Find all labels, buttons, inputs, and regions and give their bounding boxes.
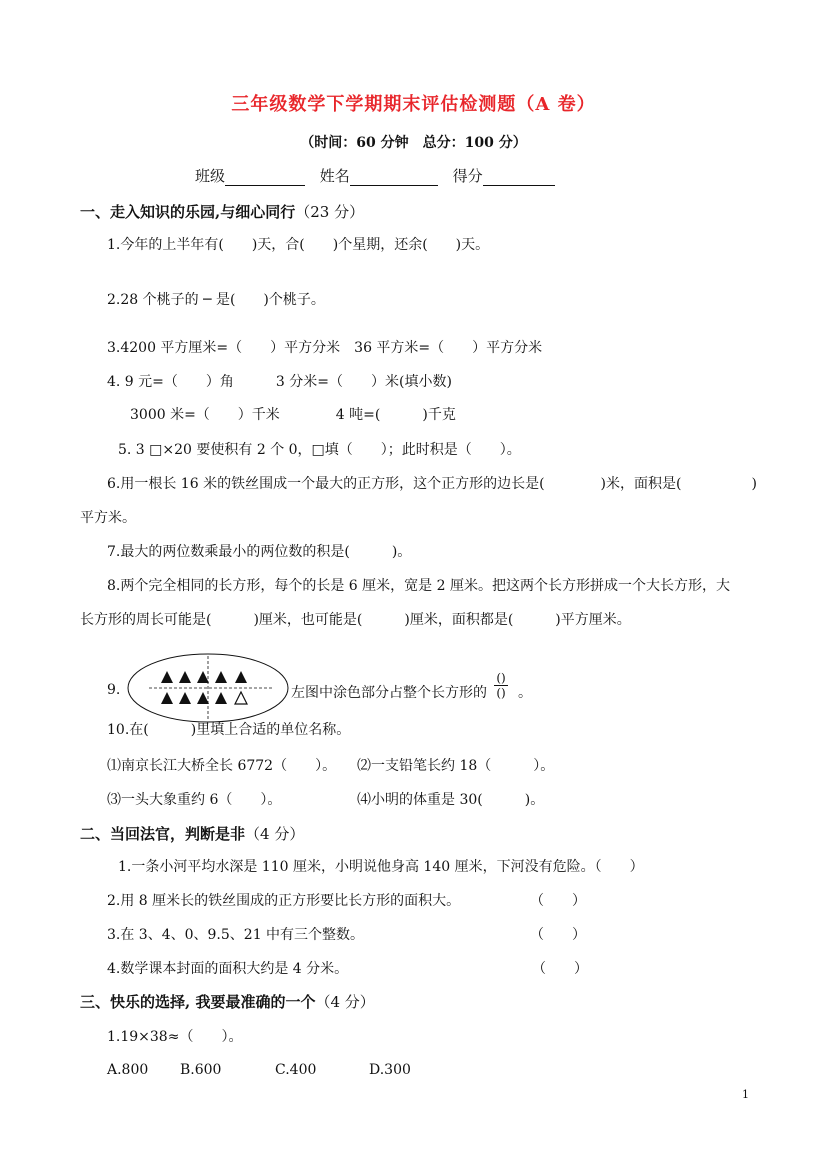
- option-a[interactable]: A.800: [107, 1062, 149, 1078]
- name-blank[interactable]: [350, 169, 438, 186]
- question-1-6a: 6.用一根长 16 米的铁丝围成一个最大的正方形，这个正方形的边长是( )米，面积是( ): [107, 476, 757, 492]
- section-2-heading: [80, 823, 304, 844]
- name-label: 姓名: [319, 167, 350, 185]
- section-1-heading: [80, 201, 364, 222]
- question-1-10: 10.在( )里填上合适的单位名称。: [107, 722, 351, 738]
- section-1-points: （23 分）: [295, 203, 365, 221]
- fraction-answer[interactable]: [494, 672, 508, 699]
- question-2-2-paren[interactable]: （ ）: [530, 893, 586, 909]
- question-1-1: 1.今年的上半年有( )天，合( )个星期，还余( )天。: [107, 237, 490, 253]
- question-1-10-2: ⑵一支铅笔长约 18（ ）。: [357, 758, 555, 774]
- class-label: 班级: [195, 167, 226, 185]
- question-1-3: 3.4200 平方厘米=（ ）平方分米 36 平方米=（ ）平方分米: [107, 340, 543, 356]
- question-1-5: 5. 3 □×20 要使积有 2 个 0，□填（ ）；此时积是（ ）。: [118, 442, 521, 458]
- question-1-8a: 8.两个完全相同的长方形，每个的长是 6 厘米，宽是 2 厘米。把这两个长方形拼成一个大长方形，大: [107, 578, 730, 594]
- question-2-3: 3.在 3、4、0、9.5、21 中有三个整数。: [107, 927, 365, 943]
- section-1-title: 一、走入知识的乐园,与细心同行: [80, 203, 296, 221]
- option-b[interactable]: B.600: [180, 1062, 222, 1078]
- question-1-9-number: 9.: [107, 682, 121, 698]
- section-3-title: 三、快乐的选择, 我要最准确的一个: [80, 993, 316, 1011]
- question-1-8b: 长方形的周长可能是( )厘米，也可能是( )厘米，面积都是( )平方厘米。: [80, 612, 631, 628]
- question-1-6b: 平方米。: [80, 510, 136, 526]
- score-blank[interactable]: [483, 169, 555, 186]
- fraction-numerator: (): [496, 671, 506, 685]
- option-d[interactable]: D.300: [369, 1062, 411, 1078]
- question-2-4: 4.数学课本封面的面积大约是 4 分米。: [107, 961, 349, 977]
- section-3-heading: [80, 991, 375, 1012]
- question-1-7: 7.最大的两位数乘最小的两位数的积是( )。: [107, 544, 412, 560]
- section-2-points: （4 分）: [245, 825, 305, 843]
- question-1-4a: 4. 9 元=（ ）角 3 分米=（ ）米(填小数): [107, 374, 452, 390]
- question-3-1: 1.19×38≈（ ）。: [107, 1029, 243, 1045]
- student-info-line: [195, 165, 555, 186]
- page-number: 1: [742, 1088, 749, 1101]
- score-label: 得分: [452, 167, 483, 185]
- section-3-points: （4 分）: [315, 993, 375, 1011]
- question-1-9-text: 左图中涂色部分占整个长方形的: [291, 685, 487, 701]
- question-2-3-paren[interactable]: （ ）: [530, 927, 586, 943]
- question-1-10-4: ⑷小明的体重是 30( )。: [357, 792, 545, 808]
- option-c[interactable]: C.400: [275, 1062, 317, 1078]
- question-1-2: 2.28 个桃子的 ─ 是( )个桃子。: [107, 292, 325, 308]
- question-2-2: 2.用 8 厘米长的铁丝围成的正方形要比长方形的面积大。: [107, 893, 461, 909]
- shaded-rectangle-figure: [127, 652, 289, 724]
- page-title: 三年级数学下学期期末评估检测题（A 卷）: [231, 94, 596, 115]
- question-2-1: 1.一条小河平均水深是 110 厘米，小明说他身高 140 厘米，下河没有危险。（ ）: [118, 859, 644, 875]
- question-1-10-3: ⑶一头大象重约 6（ ）。: [107, 792, 282, 808]
- question-1-4b: 3000 米=（ ）千米 4 吨=( )千克: [130, 407, 456, 423]
- fraction-denominator: (): [496, 686, 506, 700]
- class-blank[interactable]: [225, 169, 305, 186]
- section-2-title: 二、当回法官，判断是非: [80, 825, 246, 843]
- exam-subtitle: （时间：60 分钟 总分：100 分）: [300, 135, 527, 151]
- question-1-9-end: 。: [518, 685, 532, 701]
- question-1-10-1: ⑴南京长江大桥全长 6772（ ）。: [107, 758, 337, 774]
- question-2-4-paren[interactable]: （ ）: [532, 961, 588, 977]
